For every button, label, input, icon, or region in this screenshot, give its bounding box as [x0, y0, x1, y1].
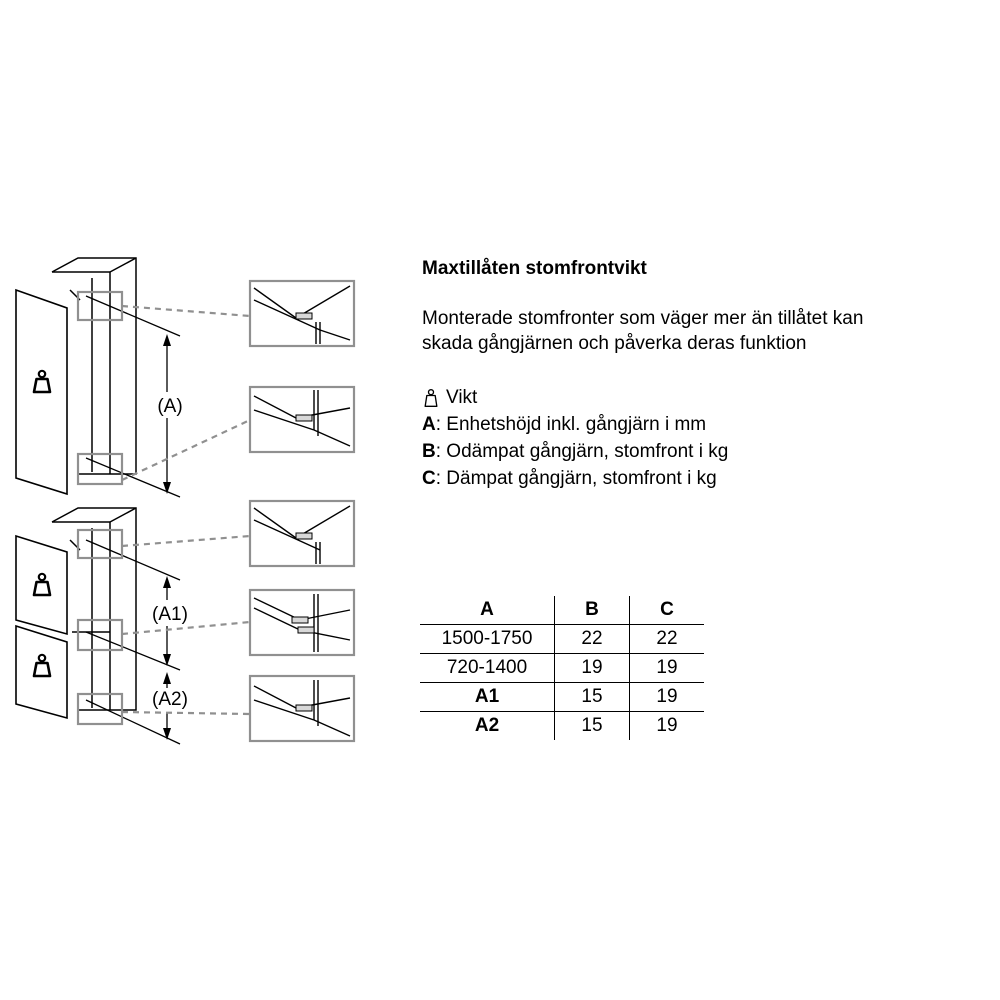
callout-bottom-1	[78, 501, 354, 566]
dimension-a1-label: (A1)	[152, 604, 188, 625]
dimension-a-label: (A)	[157, 396, 183, 417]
dimension-a1-a2	[86, 540, 180, 744]
dimension-a2-label: (A2)	[152, 689, 188, 710]
table-row	[420, 625, 704, 654]
legend-a-text: : Enhetshöjd inkl. gångjärn i mm	[435, 414, 707, 435]
table-cell-b: 15	[555, 683, 630, 712]
legend-c-key: C	[422, 468, 436, 489]
table-cell-c: 19	[630, 654, 705, 683]
legend-a-key: A	[422, 414, 436, 435]
table-cell-c: 19	[630, 683, 705, 712]
legend-weight-text: Vikt	[446, 387, 478, 408]
single-door-panel	[16, 290, 67, 494]
page-title: Maxtillåten stomfrontvikt	[422, 258, 647, 279]
table-cell-b: 22	[555, 625, 630, 654]
table-cell-c: 19	[656, 715, 678, 736]
lower-door-panel	[16, 626, 67, 718]
table-header-a: A	[420, 596, 555, 625]
table-row	[420, 654, 704, 683]
table-header-c: C	[630, 596, 705, 625]
table-row	[420, 712, 704, 741]
table-header-row	[420, 596, 704, 625]
legend-b-text: : Odämpat gångjärn, stomfront i kg	[435, 441, 729, 462]
table-cell-a: A1	[420, 683, 555, 712]
description	[422, 306, 982, 356]
table-cell-c: 22	[630, 625, 705, 654]
description-line-1: Monterade stomfronter som väger mer än tillåtet kan	[422, 308, 864, 329]
legend-c	[422, 465, 728, 492]
table-cell-b: 15	[555, 712, 630, 741]
table-header-b: B	[555, 596, 630, 625]
legend	[422, 384, 728, 492]
table-cell-a: 1500-1750	[420, 625, 555, 654]
table-row	[420, 683, 704, 712]
description-line-2: skada gångjärnen och påverka deras funktion	[422, 333, 807, 354]
upper-door-panel	[16, 536, 67, 634]
legend-weight	[422, 384, 728, 411]
table-cell-b: 19	[555, 654, 630, 683]
table-cell-a: 720-1400	[420, 654, 555, 683]
legend-b	[422, 438, 728, 465]
weight-table	[420, 596, 704, 740]
callout-top-1	[78, 281, 354, 346]
callout-top-2	[78, 387, 354, 484]
table-cell-a: A2	[420, 712, 555, 741]
legend-a	[422, 411, 728, 438]
legend-c-text: : Dämpat gångjärn, stomfront i kg	[435, 468, 717, 489]
callout-bottom-3	[78, 676, 354, 741]
legend-b-key: B	[422, 441, 436, 462]
weight-icon	[422, 388, 440, 408]
